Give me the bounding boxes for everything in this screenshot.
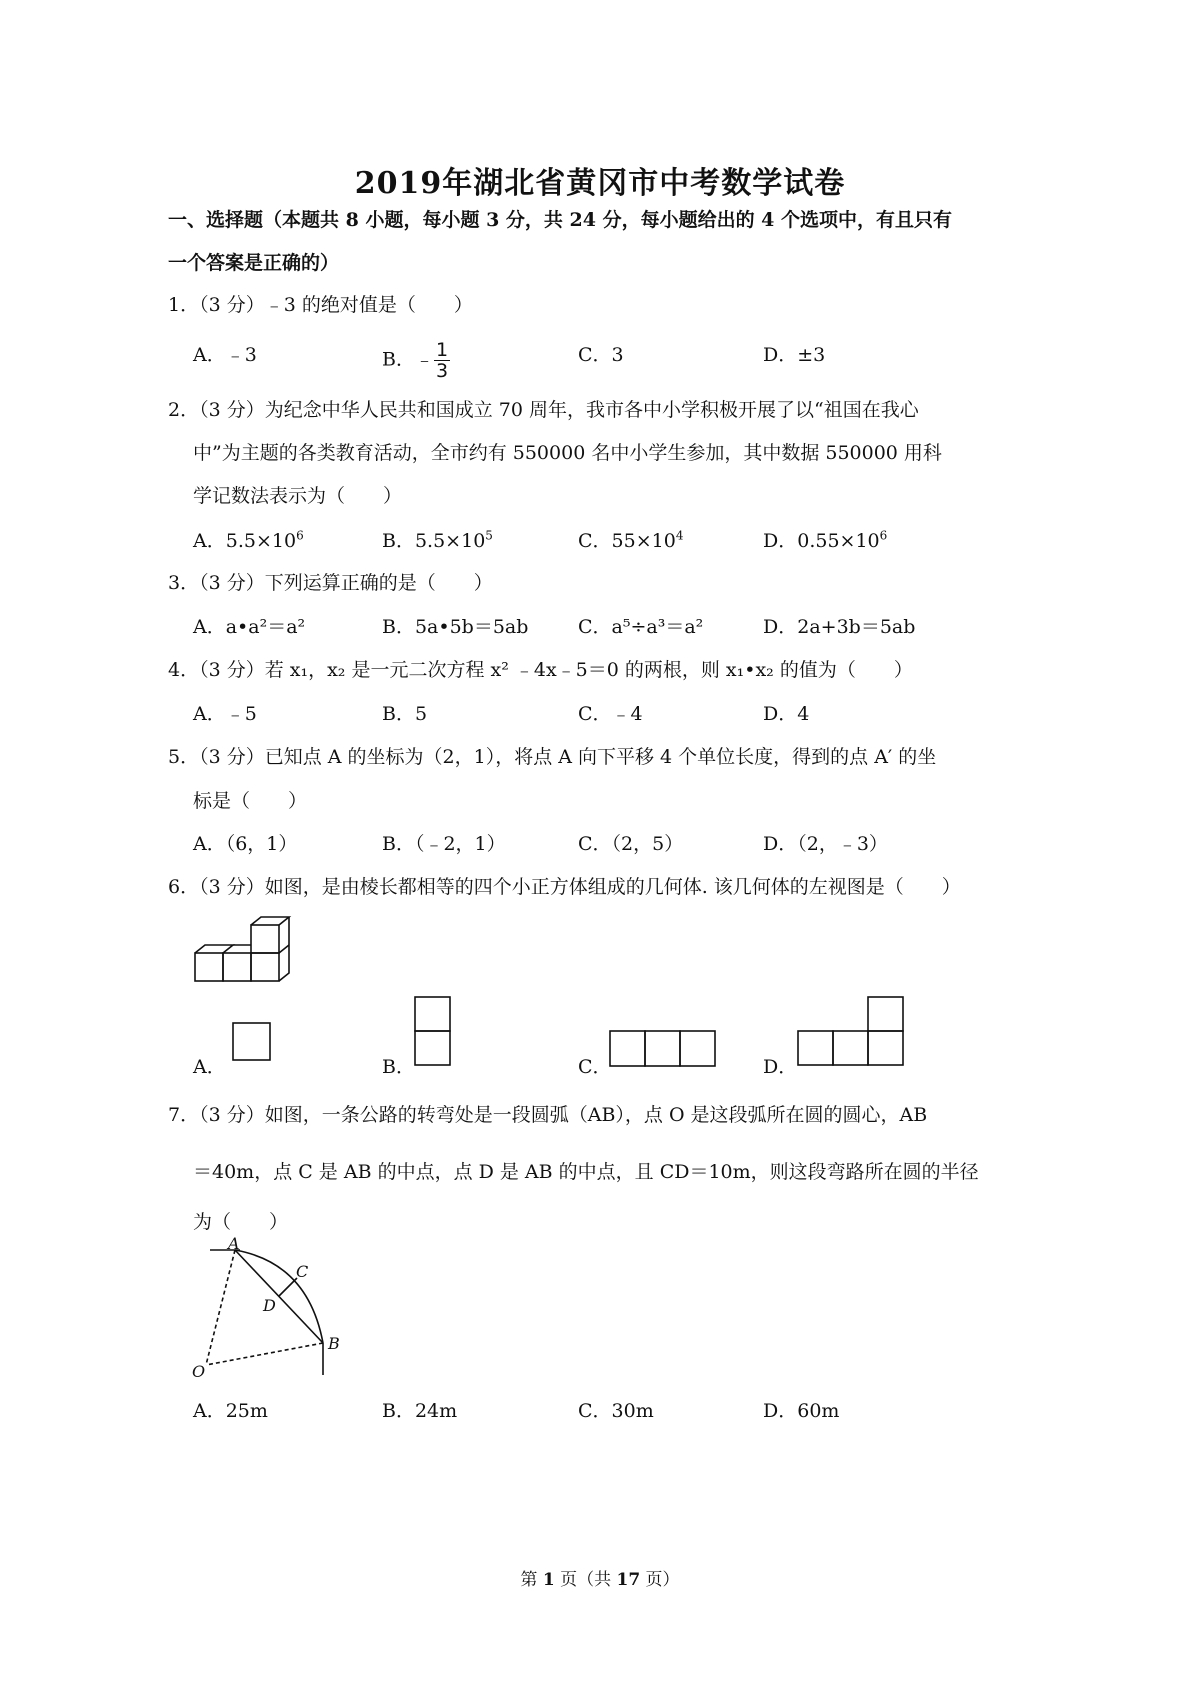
question-6-option-b-label: B．: [382, 1056, 415, 1078]
fraction-denominator: 3: [435, 360, 449, 382]
fraction-one-third: [434, 340, 450, 381]
footer-prefix: 第: [520, 1570, 543, 1590]
question-1-text: 1．（3 分）﹣3 的绝对值是（ ）: [168, 294, 473, 316]
fraction-sign: ﹣: [414, 348, 434, 371]
question-1-option-a: A．﹣3: [193, 344, 257, 366]
question-3-option-b: B．5a•5b＝5ab: [382, 616, 529, 638]
option-d-view-l-shape: [797, 996, 907, 1068]
question-5-option-c: C．（2，5）: [578, 833, 684, 855]
question-2-line-3: 学记数法表示为（ ）: [193, 485, 403, 507]
question-3-option-a: A．a•a²＝a²: [193, 616, 306, 638]
question-4-option-a: A．﹣5: [193, 703, 257, 725]
question-7-option-a: A．25m: [193, 1400, 268, 1422]
question-4-option-b: B．5: [382, 703, 428, 725]
footer-page-number: 1: [542, 1570, 555, 1590]
question-1-option-b: [382, 340, 450, 381]
question-7-line-2: ＝40m，点 C 是 AB 的中点，点 D 是 AB 的中点，且 CD＝10m，则这段弯路所在圆的半径: [193, 1161, 979, 1183]
question-3-text: 3．（3 分）下列运算正确的是（ ）: [168, 572, 493, 594]
question-2-line-2: 中”为主题的各类教育活动，全市约有 550000 名中小学生参加，其中数据 550000 用科: [193, 442, 942, 464]
question-2-option-d: D．$0.55\times 10^6$: [763, 528, 888, 552]
question-5-option-b: B．（﹣2，1）: [382, 833, 506, 855]
option-c-view-three-squares-row: [609, 1030, 719, 1068]
question-4-option-c: C．﹣4: [578, 703, 643, 725]
question-7-option-b: B．24m: [382, 1400, 458, 1422]
question-2-option-a: A．$5.5\times 10^6$: [193, 528, 304, 552]
point-label-b: B: [328, 1334, 340, 1353]
page-footer: [0, 1565, 1200, 1590]
page-title: 2019年湖北省黄冈市中考数学试卷: [354, 166, 846, 201]
point-label-a: A: [228, 1234, 240, 1253]
question-6-option-c-label: C．: [578, 1056, 612, 1078]
question-5-line-1: 5．（3 分）已知点 A 的坐标为（2，1），将点 A 向下平移 4 个单位长度，得到的点 A′ 的坐: [168, 746, 937, 768]
question-7-line-1: 7．（3 分）如图，一条公路的转弯处是一段圆弧（AB），点 O 是这段弧所在圆的圆心，AB: [168, 1104, 928, 1126]
question-6-option-d-label: D．: [763, 1056, 798, 1078]
question-7-line-3: 为（ ）: [193, 1211, 289, 1233]
point-label-d: D: [263, 1296, 276, 1315]
section-heading-line-2: 一个答案是正确的）: [168, 252, 340, 274]
question-7-option-c: C．30m: [578, 1400, 654, 1422]
option-a-view-single-square: [232, 1022, 272, 1062]
option-b-label: B．: [382, 348, 415, 371]
question-4-option-d: D．4: [763, 703, 810, 725]
question-2-option-c: C．$55\times 10^4$: [578, 528, 684, 552]
point-label-o: O: [192, 1362, 206, 1381]
question-2-line-1: 2．（3 分）为纪念中华人民共和国成立 70 周年，我市各中小学积极开展了以“祖国在我心: [168, 399, 919, 421]
question-1-option-c: C．3: [578, 344, 624, 366]
question-5-line-2: 标是（ ）: [193, 790, 308, 812]
question-3-option-c: C．a⁵÷a³＝a²: [578, 616, 704, 638]
question-7-option-d: D．60m: [763, 1400, 840, 1422]
question-3-option-d: D．2a+3b＝5ab: [763, 616, 916, 638]
footer-middle: 页（共: [554, 1570, 617, 1590]
option-b-view-two-stacked-squares: [414, 996, 452, 1068]
question-6-text: 6．（3 分）如图，是由棱长都相等的四个小正方体组成的几何体. 该几何体的左视图是（ ）: [168, 876, 961, 898]
fraction-numerator: 1: [435, 339, 449, 361]
question-2-option-b: B．$5.5\times 10^5$: [382, 528, 493, 552]
footer-total-pages: 17: [616, 1570, 641, 1590]
cube-solid-figure: [190, 915, 300, 985]
question-1-option-d: D．±3: [763, 344, 826, 366]
point-label-c: C: [296, 1262, 309, 1281]
question-4-text: 4．（3 分）若 x₁，x₂ 是一元二次方程 x² ﹣4x﹣5＝0 的两根，则 x₁•x₂ 的值为（ ）: [168, 659, 913, 681]
question-6-option-a-label: A．: [193, 1056, 226, 1078]
question-5-option-a: A．（6，1）: [193, 833, 298, 855]
footer-suffix: 页）: [640, 1570, 680, 1590]
question-5-option-d: D．（2，﹣3）: [763, 833, 888, 855]
section-heading-line-1: 一、选择题（本题共 8 小题，每小题 3 分，共 24 分，每小题给出的 4 个选项中，有且只有: [168, 209, 953, 231]
arc-road-figure: [190, 1235, 360, 1385]
